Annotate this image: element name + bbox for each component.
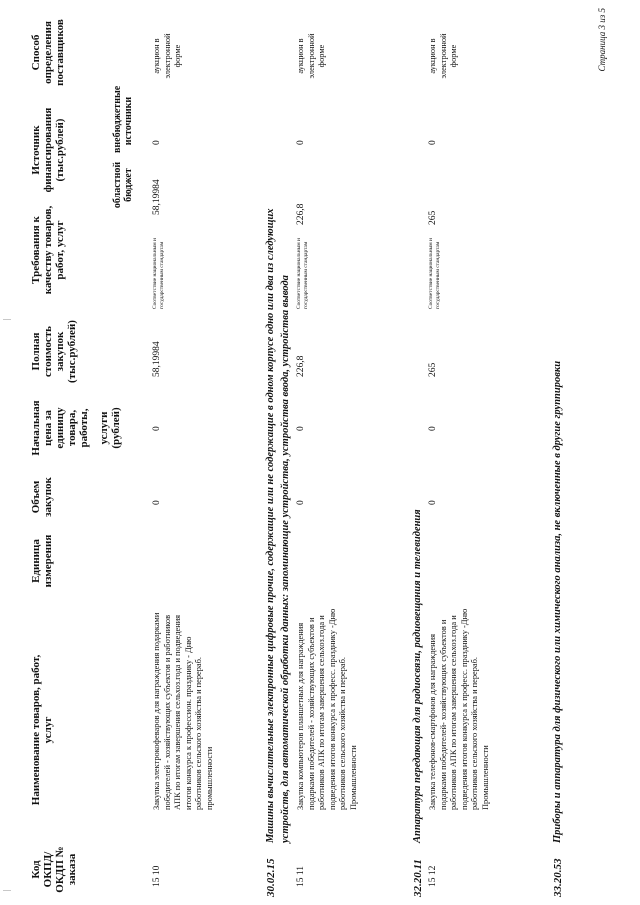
section-code: 32.20.11: [412, 859, 424, 897]
section-title-line1: Машины вычислительные электронные цифровые прочие, содержащие или не содержащие в одном корпусе одно или два из следующих: [265, 208, 276, 843]
header-source: Источник финансирования (тыс.рублей): [30, 107, 66, 193]
row-requirements: Соответствие национальным и государственным стандартам: [152, 238, 165, 309]
page-number: Страница 3 из 5: [597, 8, 607, 72]
row-volume: 0: [296, 500, 306, 505]
row-code: 15 11: [296, 865, 306, 887]
row-requirements: Соответствие национальным и государственным стандартам: [428, 238, 441, 309]
row-extra: 0: [428, 140, 438, 145]
row-requirements: Соответствие национальным и государственным стандартам: [296, 238, 309, 309]
row-budget: 265: [428, 210, 438, 225]
row-extra: 0: [296, 140, 306, 145]
row-extra: 0: [152, 140, 162, 145]
section-code: 30.02.15: [265, 858, 277, 897]
row-price: 0: [152, 426, 162, 431]
row-price: 0: [296, 426, 306, 431]
section-code: 33.20.53: [552, 858, 564, 897]
row-budget: 226,8: [296, 203, 306, 225]
row-total: 226,8: [296, 355, 306, 377]
row-method: аукцион в электронной форме: [428, 33, 459, 79]
row-method: аукцион в электронной форме: [152, 33, 183, 79]
row-total: 265: [428, 362, 438, 377]
header-price: Начальная цена за единицу товара, работы, услуги (рублей): [30, 400, 122, 456]
row-budget: 58,19984: [152, 179, 162, 215]
header-name: Наименование товаров, работ, услуг: [30, 654, 54, 806]
header-method: Способ определения поставщиков: [30, 19, 66, 86]
row-method: аукцион в электронной форме: [296, 33, 327, 79]
section-title-line1: Аппаратура передающая для радиосвязи, радиовещания и телевидения: [412, 509, 423, 843]
section-title-line1: Приборы и аппаратура для физического или химического анализа, не включенные в другие группировки: [552, 360, 563, 843]
scan-mark: |: [2, 889, 11, 891]
row-price: 0: [428, 426, 438, 431]
row-volume: 0: [428, 500, 438, 505]
header-source-budget: областной бюджет: [112, 161, 134, 209]
row-code: 15 10: [152, 865, 162, 887]
row-total: 58,19984: [152, 341, 162, 377]
row-name: Закупка электрокофеваров для награждения подарками победителей - хозяйствующих субъектов и работников АПК по итогам завершения сельхоз.года и подведения итогов конкурса к профессион. празднику - Дню работников сельского хозяйства и перераб. промышленности: [152, 612, 214, 810]
section-title-line2: устройств, для автоматической обработки данных: запоминающие устройства, устройства ввода, устройства вывода: [280, 275, 291, 843]
row-name: Закупка телефонов-смартфонов для награждения подарками победителей- хозяйствующих субъектов и работников АПК по итогам завершения сельхоз.года и подведения итогов конкурса к професс. празднику -Дню работников сельского хозяйства и перераб. Промышленности: [428, 608, 490, 810]
header-requirements: Требования к качеству товаров, работ, услуг: [30, 205, 66, 295]
header-volume: Объем закупок: [30, 477, 54, 517]
header-total: Полная стоимость закупок (тыс.рублей): [30, 320, 78, 383]
scan-mark: |: [2, 318, 11, 320]
row-code: 15 12: [428, 865, 438, 887]
header-code: Код ОКПД/ ОКДП № заказа: [30, 846, 78, 893]
header-source-extra: внебюджетные источники: [112, 85, 134, 153]
row-name: Закупка компьютеров планшетных для награждения подарками победителей - хозяйствующих субъектов и работников АПК по итогам завершения сельхоз.года и подведения итогов конкурса к професс. празднику -Дню работников сельского хозяйства и перераб. Промышленности: [296, 608, 358, 810]
row-volume: 0: [152, 500, 162, 505]
header-unit: Единица измерения: [30, 534, 54, 588]
